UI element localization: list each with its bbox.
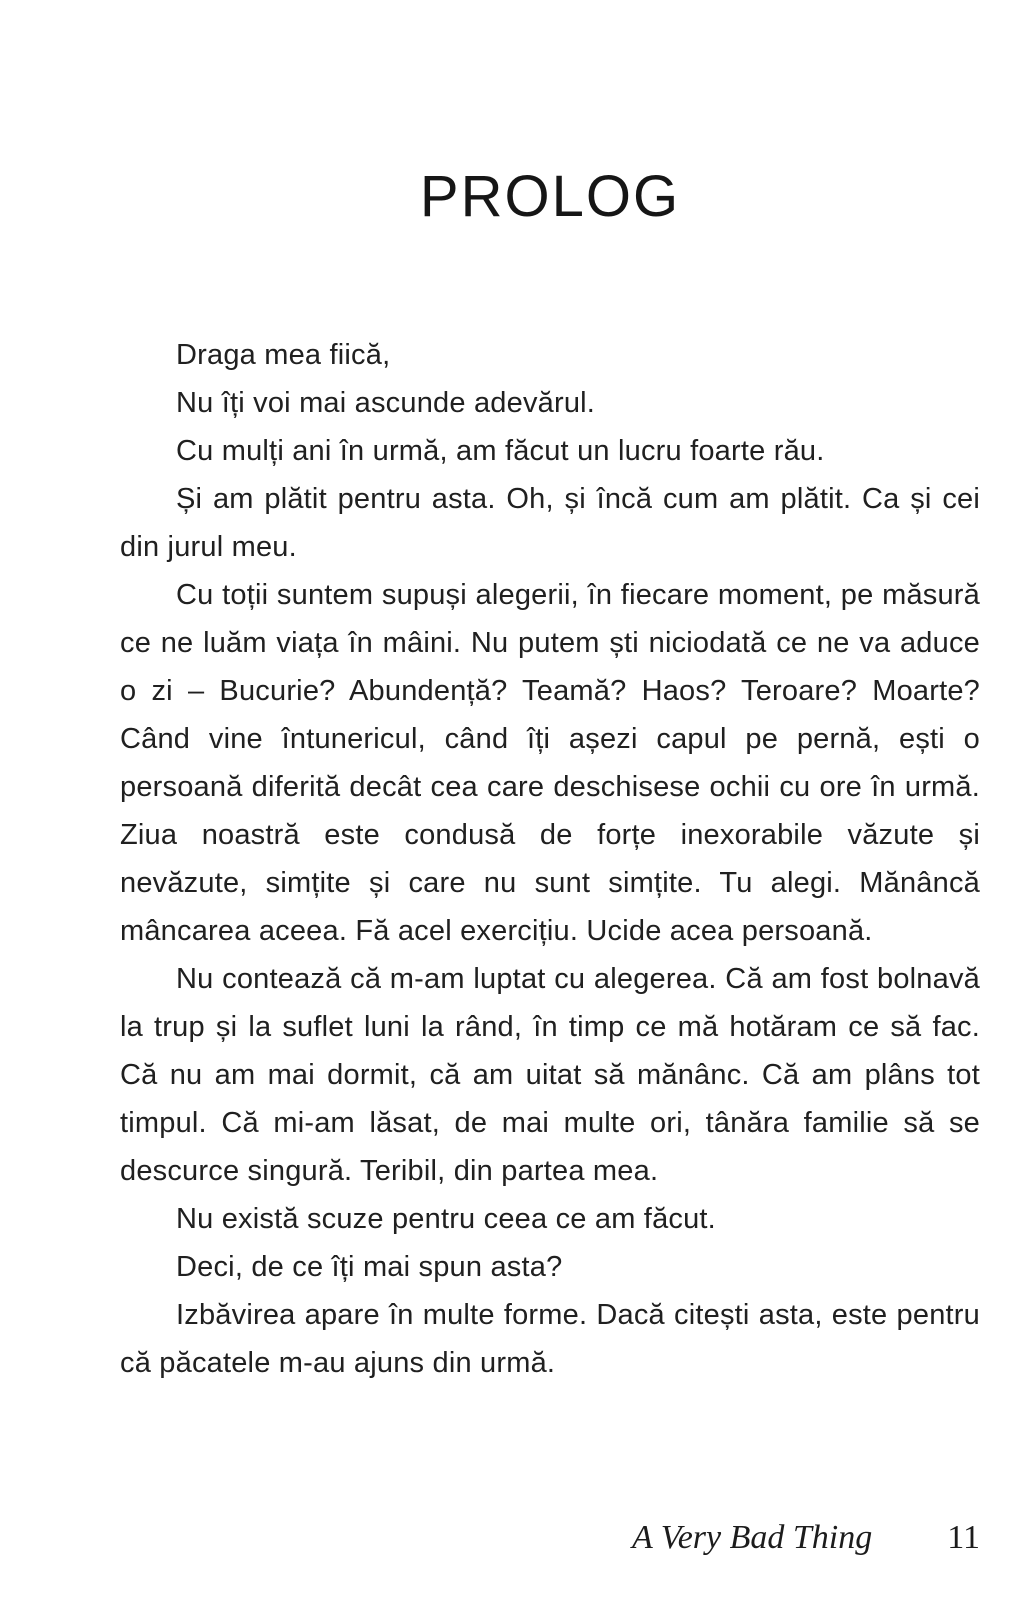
body-text: [120, 331, 980, 1387]
paragraph: Deci, de ce îți mai spun asta?: [176, 1251, 563, 1283]
paragraph: Nu îți voi mai ascunde adevărul.: [176, 387, 596, 419]
paragraph: Cu mulți ani în urmă, am făcut un lucru foarte rău.: [176, 435, 825, 467]
paragraph: Draga mea fiică,: [176, 339, 391, 371]
paragraph: Nu există scuze pentru ceea ce am făcut.: [176, 1203, 716, 1235]
paragraph: Izbăvirea apare în multe forme. Dacă citești asta, este pentru că păcatele m-au ajuns din urmă.: [120, 1299, 980, 1379]
paragraph: Cu toții suntem supuși alegerii, în fiecare moment, pe măsură ce ne luăm viața în mâini. Nu putem ști niciodată ce ne va aduce o zi – Bucurie? Abundență? Teamă? Haos? Teroare? Moarte? Când vine întunericul, când îți așezi capul pe pernă, ești o persoană diferită decât cea care deschisese ochii cu ore în urmă. Ziua noastră este condusă de forțe inexorabile văzute și nevăzute, simțite și care nu sunt simțite. Tu alegi. Mănâncă mâncarea aceea. Fă acel exercițiu. Ucide acea persoană.: [120, 579, 980, 947]
page-number: 11: [947, 1519, 980, 1556]
running-book-title: A Very Bad Thing: [632, 1519, 873, 1556]
paragraph: Nu contează că m-am luptat cu alegerea. Că am fost bolnavă la trup și la suflet luni la rând, în timp ce mă hotăram ce să fac. Că nu am mai dormit, că am uitat să mănânc. Că am plâns tot timpul. Că mi-am lăsat, de mai multe ori, tânăra familie să se descurce singură. Teribil, din partea mea.: [120, 963, 980, 1187]
page-footer: [120, 1519, 980, 1557]
paragraph: Și am plătit pentru asta. Oh, și încă cum am plătit. Ca și cei din jurul meu.: [120, 483, 980, 563]
chapter-title: PROLOG: [419, 164, 681, 229]
